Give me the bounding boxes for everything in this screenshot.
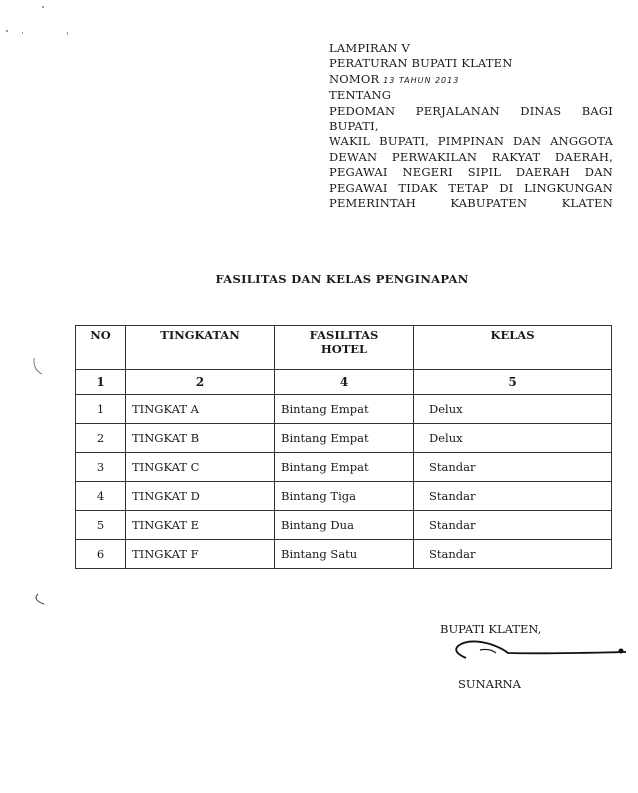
subject-line: DEWAN PERWAKILAN RAKYAT DAERAH,: [329, 149, 613, 164]
subject-line: PEGAWAI TIDAK TETAP DI LINGKUNGAN: [329, 180, 613, 195]
signature-office: BUPATI KLATEN,: [440, 622, 542, 636]
row-no: 2: [76, 424, 126, 453]
scan-mark: [30, 592, 50, 608]
row-tingkatan: TINGKAT F: [126, 540, 275, 569]
row-tingkatan: TINGKAT A: [126, 395, 275, 424]
column-number: 4: [275, 370, 414, 395]
row-kelas: Delux: [414, 395, 612, 424]
header-peraturan: PERATURAN BUPATI KLATEN: [329, 56, 513, 71]
document-header: [329, 41, 613, 211]
nomor-label: NOMOR: [329, 71, 380, 86]
row-kelas: Delux: [414, 424, 612, 453]
row-fasilitas: Bintang Empat: [275, 395, 414, 424]
header-tingkatan: TINGKATAN: [126, 326, 275, 370]
row-fasilitas: Bintang Dua: [275, 511, 414, 540]
header-lampiran: LAMPIRAN V: [329, 41, 410, 55]
row-tingkatan: TINGKAT E: [126, 511, 275, 540]
row-kelas: Standar: [414, 540, 612, 569]
page-title: FASILITAS DAN KELAS PENGINAPAN: [215, 272, 469, 286]
row-fasilitas: Bintang Tiga: [275, 482, 414, 511]
column-number: 5: [414, 370, 612, 395]
handwritten-signature: [450, 636, 630, 666]
row-no: 6: [76, 540, 126, 569]
column-number: 2: [126, 370, 275, 395]
table-row: [76, 453, 612, 482]
header-fasilitas-line1: FASILITAS: [309, 328, 379, 342]
row-no: 3: [76, 453, 126, 482]
row-fasilitas: Bintang Satu: [275, 540, 414, 569]
table-row: [76, 511, 612, 540]
row-no: 4: [76, 482, 126, 511]
subject-line: PEGAWAI NEGERI SIPIL DAERAH DAN: [329, 165, 613, 180]
row-no: 5: [76, 511, 126, 540]
subject-line: PEMERINTAH KABUPATEN KLATEN: [329, 196, 613, 211]
row-fasilitas: Bintang Empat: [275, 453, 414, 482]
scan-speck: [67, 32, 68, 35]
row-tingkatan: TINGKAT C: [126, 453, 275, 482]
header-subject: [329, 104, 613, 212]
row-kelas: Standar: [414, 511, 612, 540]
table-row: [76, 395, 612, 424]
scan-speck: [42, 6, 44, 8]
accommodation-table: [75, 325, 612, 569]
header-fasilitas-line2: HOTEL: [320, 342, 368, 356]
header-nomor: [329, 72, 613, 88]
row-tingkatan: TINGKAT B: [126, 424, 275, 453]
header-kelas: KELAS: [414, 326, 612, 370]
column-number: 1: [76, 370, 126, 395]
scan-speck: [22, 32, 23, 34]
row-tingkatan: TINGKAT D: [126, 482, 275, 511]
subject-line: WAKIL BUPATI, PIMPINAN DAN ANGGOTA: [329, 134, 613, 149]
table-row: [76, 540, 612, 569]
column-number-row: [76, 370, 612, 395]
scan-mark: [30, 356, 44, 378]
row-kelas: Standar: [414, 453, 612, 482]
row-kelas: Standar: [414, 482, 612, 511]
header-fasilitas: [275, 326, 414, 370]
table-row: [76, 482, 612, 511]
table-row: [76, 424, 612, 453]
row-fasilitas: Bintang Empat: [275, 424, 414, 453]
scan-speck: [6, 30, 8, 32]
header-tentang: TENTANG: [329, 88, 392, 103]
subject-line: PEDOMAN PERJALANAN DINAS BAGI BUPATI,: [329, 103, 613, 134]
row-no: 1: [76, 395, 126, 424]
header-no: NO: [76, 326, 126, 370]
nomor-handwritten: 13 TAHUN 2013: [383, 75, 460, 85]
signature-name: SUNARNA: [458, 677, 521, 691]
